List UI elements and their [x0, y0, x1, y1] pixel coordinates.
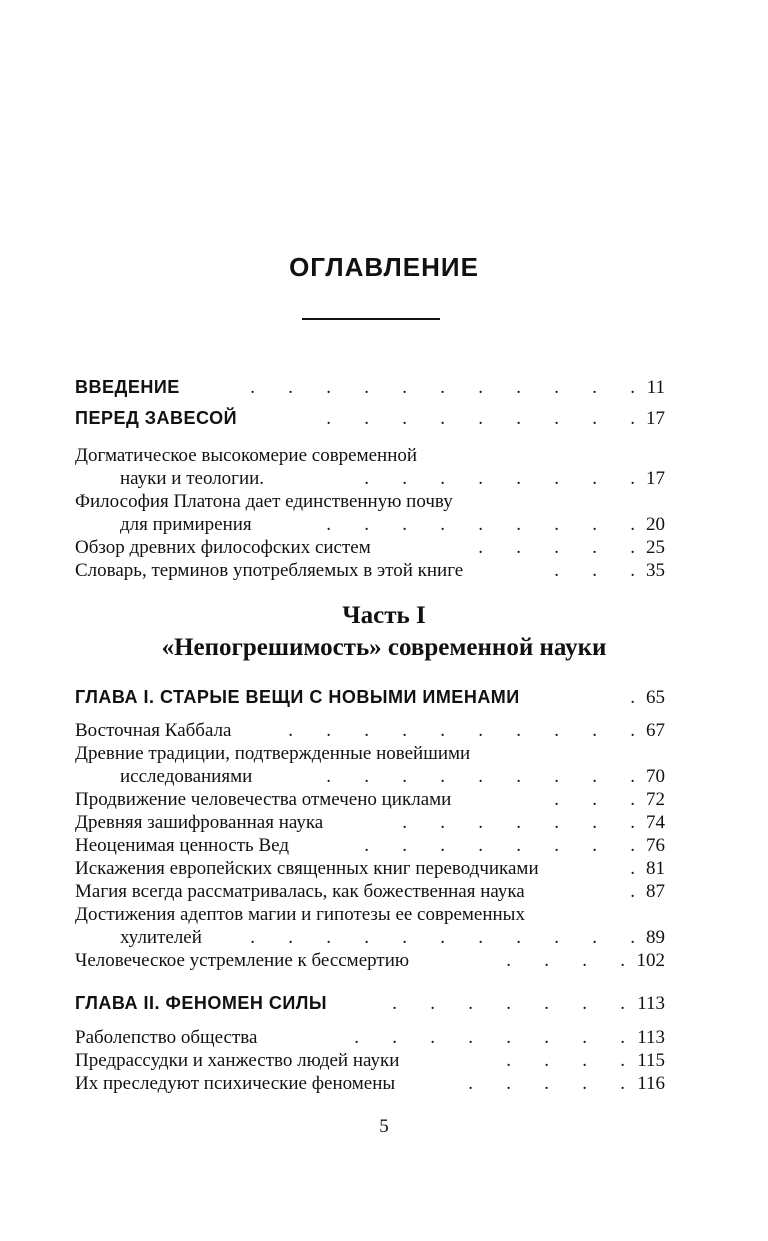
- toc-page-number: 87: [646, 881, 665, 902]
- toc-entry-label: Человеческое устремление к бессмертию: [75, 950, 410, 971]
- toc-chapter-2: [75, 992, 665, 1015]
- toc-entry-label: ПЕРЕД ЗАВЕСОЙ: [75, 408, 238, 428]
- leader-dots: . . . . . . . .: [364, 468, 635, 489]
- toc-entry-ciphered-science[interactable]: [75, 811, 665, 834]
- toc-page-number: 74: [646, 812, 665, 833]
- toc-page-number: 67: [646, 720, 665, 741]
- part-heading-number: Часть I: [342, 602, 426, 629]
- toc-page-number: 113: [637, 1027, 665, 1048]
- leader-dots: . . . . .: [478, 537, 635, 558]
- toc-page-number: 116: [637, 1073, 665, 1094]
- toc-entry-label: Искажения европейских священных книг переводчиками: [75, 858, 539, 879]
- toc-page-number: 11: [646, 377, 665, 398]
- toc-chapter-2-items: [75, 1026, 665, 1095]
- leader-dots: . . . . . . . . .: [326, 766, 635, 787]
- toc-page-number: 89: [646, 927, 665, 948]
- toc-entry-label: Древняя зашифрованная наука: [75, 812, 324, 833]
- leader-dots: . . . . . . . . .: [326, 514, 635, 535]
- toc-page-number: 115: [637, 1050, 665, 1071]
- toc-entry-label: Обзор древних философских систем: [75, 537, 371, 558]
- toc-entry-label: Словарь, терминов употребляемых в этой книге: [75, 560, 464, 581]
- leader-dots: .: [630, 858, 635, 879]
- toc-page-number: 17: [646, 408, 665, 429]
- title-rule: [302, 318, 440, 320]
- toc-entry-label: Продвижение человечества отмечено циклами: [75, 789, 452, 810]
- toc-entry-prejudice[interactable]: [75, 1049, 665, 1072]
- toc-entry-line: Достижения адептов магии и гипотезы ее современных: [75, 904, 525, 925]
- toc-entry-servility[interactable]: [75, 1026, 665, 1049]
- toc-page-number: 65: [646, 687, 665, 708]
- toc-entry-before-veil[interactable]: [75, 407, 665, 430]
- toc-entry-chapter-1[interactable]: [75, 686, 665, 709]
- toc-entry-line: Философия Платона дает единственную почву: [75, 491, 453, 512]
- toc-page-number: 72: [646, 789, 665, 810]
- toc-entry-vedas[interactable]: [75, 834, 665, 857]
- toc-entry-glossary[interactable]: [75, 559, 665, 582]
- leader-dots: .: [630, 687, 635, 708]
- toc-front: [75, 376, 665, 430]
- leader-dots: . . .: [554, 789, 635, 810]
- leader-dots: . . . . . . . .: [354, 1027, 625, 1048]
- toc-entry-magic[interactable]: [75, 880, 665, 903]
- leader-dots: . . . . . . .: [392, 993, 625, 1014]
- toc-entry-label: для примирения: [120, 514, 252, 535]
- toc-entry-label: Неоценимая ценность Вед: [75, 835, 289, 856]
- toc-page-number: 70: [646, 766, 665, 787]
- toc-entry-translators[interactable]: [75, 857, 665, 880]
- toc-entry-label: Раболепство общества: [75, 1027, 258, 1048]
- leader-dots: . . . . . . . .: [364, 835, 635, 856]
- toc-entry-cycles[interactable]: [75, 788, 665, 811]
- toc-page-number: 35: [646, 560, 665, 581]
- toc-entry-dogmatic[interactable]: [75, 467, 665, 490]
- toc-entry-plato[interactable]: [75, 513, 665, 536]
- toc-entry-line: Догматическое высокомерие современной: [75, 445, 418, 466]
- toc-entry-label: Предрассудки и ханжество людей науки: [75, 1050, 400, 1071]
- toc-page-number: 20: [646, 514, 665, 535]
- toc-entry-label: ВВЕДЕНИЕ: [75, 377, 180, 397]
- toc-entry-label: ГЛАВА II. ФЕНОМЕН СИЛЫ: [75, 993, 328, 1013]
- toc-chapter-1-items: [75, 719, 665, 972]
- toc-chapter-1: [75, 686, 665, 709]
- toc-entry-introduction[interactable]: [75, 376, 665, 399]
- toc-entry-label: науки и теологии.: [120, 468, 265, 489]
- leader-dots: . . . .: [506, 1050, 625, 1071]
- leader-dots: . . . . . . . . . .: [288, 720, 635, 741]
- toc-page-number: 17: [646, 468, 665, 489]
- toc-page-number: 76: [646, 835, 665, 856]
- toc-entry-chapter-2[interactable]: [75, 992, 665, 1015]
- leader-dots: . . . . . . .: [402, 812, 635, 833]
- toc-page-number: 102: [636, 950, 665, 971]
- toc-entry-label: ГЛАВА I. СТАРЫЕ ВЕЩИ С НОВЫМИ ИМЕНАМИ: [75, 687, 520, 707]
- leader-dots: .: [630, 881, 635, 902]
- toc-entry-label: Магия всегда рассматривалась, как божественная наука: [75, 881, 525, 902]
- page-title: ОГЛАВЛЕНИЕ: [289, 252, 479, 282]
- toc-page-number: 81: [646, 858, 665, 879]
- toc-page-number: 113: [637, 993, 665, 1014]
- toc-entry-traditions[interactable]: [75, 765, 665, 788]
- leader-dots: . . . .: [506, 950, 625, 971]
- toc-entry-line: Древние традиции, подтвержденные новейшими: [75, 743, 471, 764]
- toc-entry-phenomena[interactable]: [75, 1072, 665, 1095]
- toc-front-items: [75, 444, 665, 582]
- toc-entry-kabbalah[interactable]: [75, 719, 665, 742]
- toc-entry-label: хулителей: [120, 927, 202, 948]
- leader-dots: . . . . . . . . . . .: [250, 927, 635, 948]
- part-heading-title: «Непогрешимость» современной науки: [161, 634, 607, 661]
- toc-page-number: 25: [646, 537, 665, 558]
- toc-entry-systems[interactable]: [75, 536, 665, 559]
- toc-entry-label: исследованиями: [120, 766, 253, 787]
- toc-entry-label: Их преследуют психические феномены: [75, 1073, 396, 1094]
- page-number: 5: [379, 1116, 389, 1137]
- leader-dots: . . . . . . . . . . .: [250, 377, 635, 398]
- leader-dots: . . .: [554, 560, 635, 581]
- leader-dots: . . . . .: [468, 1073, 625, 1094]
- leader-dots: . . . . . . . . .: [326, 408, 635, 429]
- toc-entry-immortality[interactable]: [75, 949, 665, 972]
- toc-entry-label: Восточная Каббала: [75, 720, 232, 741]
- toc-entry-adepts[interactable]: [75, 926, 665, 949]
